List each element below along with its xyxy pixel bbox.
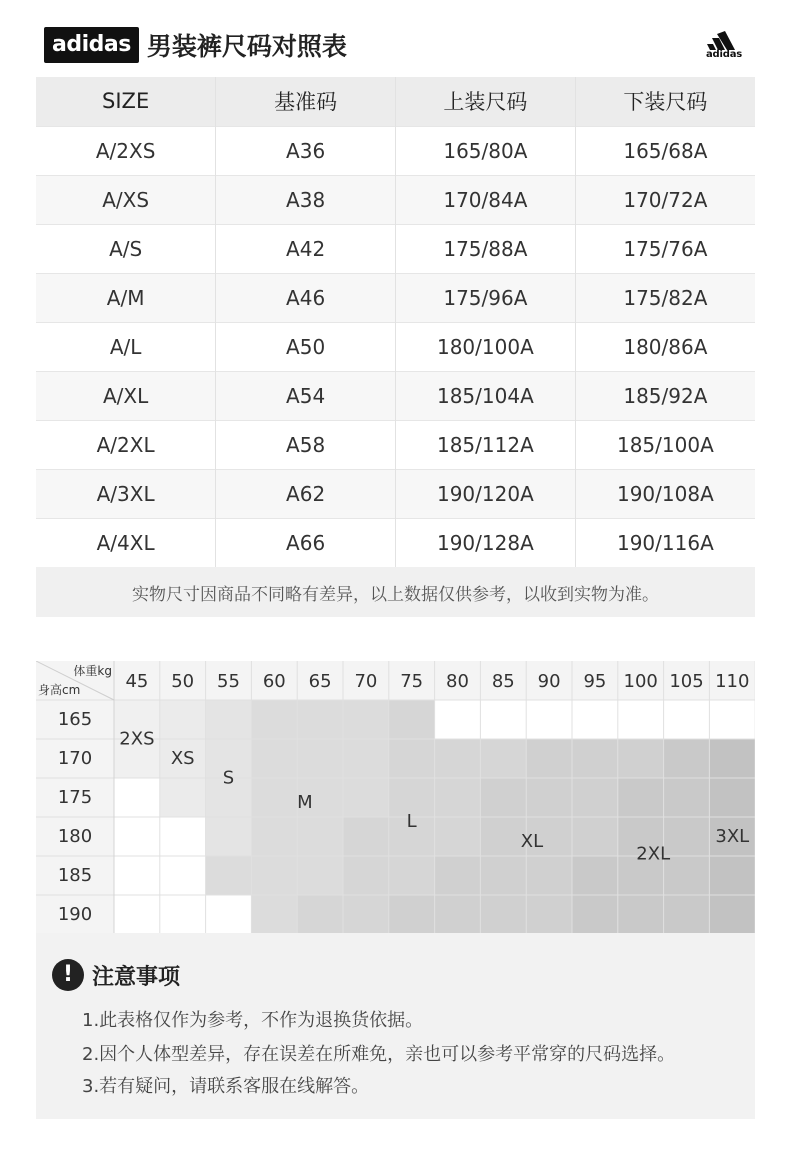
fit-cell xyxy=(114,856,160,895)
table-footnote-row xyxy=(36,567,755,617)
table-cell: 190/128A xyxy=(396,518,576,567)
table-cell: A46 xyxy=(216,273,396,322)
fit-cell xyxy=(709,895,755,933)
table-cell: A/M xyxy=(36,273,216,322)
height-tick-label: 185 xyxy=(57,865,93,886)
table-cell: 185/100A xyxy=(575,420,755,469)
table-cell: A/2XS xyxy=(36,126,216,175)
fit-cell xyxy=(206,700,252,739)
fit-cell xyxy=(297,817,343,856)
fit-cell xyxy=(480,778,526,817)
fit-cell xyxy=(572,700,618,739)
fit-cell xyxy=(297,856,343,895)
table-row xyxy=(36,273,755,322)
fit-cell xyxy=(343,739,389,778)
table-cell: 170/72A xyxy=(575,175,755,224)
weight-tick-label: 85 xyxy=(491,671,515,692)
note-item: 1.此表格仅作为参考，不作为退换货依据。 xyxy=(82,1010,424,1031)
fit-cell xyxy=(251,700,297,739)
corner-label-weight: 体重kg xyxy=(73,664,112,678)
fit-cell xyxy=(343,895,389,933)
fit-cell xyxy=(618,700,664,739)
fit-cell xyxy=(572,895,618,933)
size-zone-label: XL xyxy=(520,830,544,852)
table-cell: A/4XL xyxy=(36,518,216,567)
fit-cell xyxy=(435,856,481,895)
table-footnote: 实物尺寸因商品不同略有差异，以上数据仅供参考，以收到实物为准。 xyxy=(36,567,755,617)
table-cell: A/S xyxy=(36,224,216,273)
fit-cell xyxy=(709,856,755,895)
logo-wordmark: adidas xyxy=(706,49,742,60)
size-zone-label: M xyxy=(297,792,313,814)
fit-cell xyxy=(251,817,297,856)
fit-cell xyxy=(251,778,297,817)
table-cell: A/3XL xyxy=(36,469,216,518)
weight-tick-label: 60 xyxy=(262,671,286,692)
table-cell: 180/100A xyxy=(396,322,576,371)
column-header-base-size: 基准码 xyxy=(216,77,396,126)
table-cell: 175/82A xyxy=(575,273,755,322)
fit-cell xyxy=(709,739,755,778)
height-weight-fit-grid xyxy=(36,661,755,933)
size-zone-label: L xyxy=(406,811,417,832)
table-row xyxy=(36,420,755,469)
fit-cell xyxy=(664,856,710,895)
height-tick-label: 180 xyxy=(57,826,93,847)
height-tick-label: 175 xyxy=(57,787,93,808)
weight-tick-label: 110 xyxy=(715,671,750,692)
fit-cell xyxy=(251,739,297,778)
size-zone-label: 2XL xyxy=(636,843,671,865)
table-cell: 175/76A xyxy=(575,224,755,273)
size-zone-label: 2XS xyxy=(119,728,155,750)
table-cell: A/L xyxy=(36,322,216,371)
fit-cell xyxy=(297,739,343,778)
fit-cell xyxy=(664,778,710,817)
fit-cell xyxy=(526,739,572,778)
size-zone-label: XS xyxy=(170,748,195,769)
fit-cell xyxy=(160,778,206,817)
fit-cell xyxy=(343,817,389,856)
fit-cell xyxy=(480,700,526,739)
column-header-size: SIZE xyxy=(36,77,216,126)
fit-cell xyxy=(114,895,160,933)
weight-tick-label: 75 xyxy=(400,671,424,692)
table-row xyxy=(36,224,755,273)
note-item: 2.因个人体型差异，存在误差在所难免，亲也可以参考平常穿的尺码选择。 xyxy=(82,1044,676,1065)
fit-cell xyxy=(480,895,526,933)
fit-cell xyxy=(389,856,435,895)
fit-cell xyxy=(664,895,710,933)
fit-cell xyxy=(160,895,206,933)
weight-tick-label: 100 xyxy=(623,671,658,692)
column-header-bottom-size: 下装尺码 xyxy=(575,77,755,126)
table-cell: 175/88A xyxy=(396,224,576,273)
notes-title: 注意事项 xyxy=(92,964,181,990)
fit-cell xyxy=(480,739,526,778)
weight-tick-label: 55 xyxy=(217,671,240,692)
size-zone-label: 3XL xyxy=(715,826,750,847)
fit-cell xyxy=(160,856,206,895)
table-row xyxy=(36,371,755,420)
weight-tick-label: 105 xyxy=(669,671,704,692)
table-cell: A50 xyxy=(216,322,396,371)
table-cell: 175/96A xyxy=(396,273,576,322)
page-title: 男装裤尺码对照表 xyxy=(146,32,347,61)
table-cell: 170/84A xyxy=(396,175,576,224)
adidas-logo xyxy=(700,30,748,62)
weight-tick-label: 45 xyxy=(125,671,149,692)
weight-tick-label: 90 xyxy=(537,671,561,692)
weight-tick-label: 80 xyxy=(446,671,469,692)
table-cell: A/XS xyxy=(36,175,216,224)
table-cell: 165/68A xyxy=(575,126,755,175)
fit-cell xyxy=(160,700,206,739)
fit-cell xyxy=(572,856,618,895)
fit-cell xyxy=(389,700,435,739)
fit-cell xyxy=(297,700,343,739)
fit-cell xyxy=(389,739,435,778)
fit-cell xyxy=(526,778,572,817)
fit-cell xyxy=(480,856,526,895)
fit-cell xyxy=(114,817,160,856)
fit-cell xyxy=(251,856,297,895)
weight-tick-label: 95 xyxy=(583,671,607,692)
note-item: 3.若有疑问，请联系客服在线解答。 xyxy=(82,1076,370,1097)
table-row xyxy=(36,518,755,567)
fit-cell xyxy=(618,739,664,778)
fit-cell xyxy=(435,817,481,856)
weight-tick-label: 65 xyxy=(308,671,332,692)
table-header-row xyxy=(36,77,755,126)
fit-cell xyxy=(572,778,618,817)
fit-cell xyxy=(389,895,435,933)
exclamation-icon: ! xyxy=(52,959,84,991)
table-cell: 165/80A xyxy=(396,126,576,175)
table-cell: 185/92A xyxy=(575,371,755,420)
notes-header xyxy=(52,958,180,992)
fit-cell xyxy=(343,700,389,739)
table-cell: A66 xyxy=(216,518,396,567)
table-cell: 190/120A xyxy=(396,469,576,518)
table-cell: A38 xyxy=(216,175,396,224)
fit-cell xyxy=(618,895,664,933)
fit-cell xyxy=(206,895,252,933)
fit-cell xyxy=(480,817,526,856)
fit-cell xyxy=(709,700,755,739)
table-cell: A58 xyxy=(216,420,396,469)
fit-cell xyxy=(435,739,481,778)
weight-tick-label: 50 xyxy=(171,671,195,692)
fit-cell xyxy=(572,817,618,856)
table-cell: A54 xyxy=(216,371,396,420)
fit-cell xyxy=(664,739,710,778)
height-tick-label: 165 xyxy=(57,709,93,730)
corner-label-height: 身高cm xyxy=(38,683,81,697)
fit-cell xyxy=(572,739,618,778)
fit-cell xyxy=(343,856,389,895)
fit-cell xyxy=(206,856,252,895)
fit-cell xyxy=(664,817,710,856)
fit-grid-chart xyxy=(36,661,755,933)
table-cell: 185/112A xyxy=(396,420,576,469)
height-tick-label: 190 xyxy=(57,904,93,925)
fit-cell xyxy=(435,700,481,739)
column-header-top-size: 上装尺码 xyxy=(396,77,576,126)
fit-cell xyxy=(206,817,252,856)
fit-cell xyxy=(618,778,664,817)
size-zone-label: S xyxy=(222,767,235,789)
fit-cell xyxy=(664,700,710,739)
weight-tick-label: 70 xyxy=(354,671,378,692)
table-cell: A/XL xyxy=(36,371,216,420)
fit-cell xyxy=(114,778,160,817)
table-cell: 190/108A xyxy=(575,469,755,518)
size-conversion-table xyxy=(36,77,755,617)
adidas-stripes-icon xyxy=(700,30,748,50)
fit-cell xyxy=(343,778,389,817)
page-header xyxy=(44,25,347,65)
table-row xyxy=(36,322,755,371)
notes-panel xyxy=(36,933,755,1119)
table-cell: 180/86A xyxy=(575,322,755,371)
fit-cell xyxy=(526,856,572,895)
table-row xyxy=(36,175,755,224)
table-row xyxy=(36,469,755,518)
fit-cell xyxy=(251,895,297,933)
fit-cell xyxy=(526,895,572,933)
table-cell: A/2XL xyxy=(36,420,216,469)
table-cell: 190/116A xyxy=(575,518,755,567)
fit-cell xyxy=(526,700,572,739)
table-cell: A36 xyxy=(216,126,396,175)
table-row xyxy=(36,126,755,175)
fit-cell xyxy=(297,895,343,933)
table-cell: A62 xyxy=(216,469,396,518)
fit-cell xyxy=(709,778,755,817)
fit-cell xyxy=(435,895,481,933)
table-cell: A42 xyxy=(216,224,396,273)
table-cell: 185/104A xyxy=(396,371,576,420)
brand-wordmark: adidas xyxy=(44,27,139,63)
height-tick-label: 170 xyxy=(57,748,93,769)
fit-cell xyxy=(160,817,206,856)
fit-cell xyxy=(435,778,481,817)
